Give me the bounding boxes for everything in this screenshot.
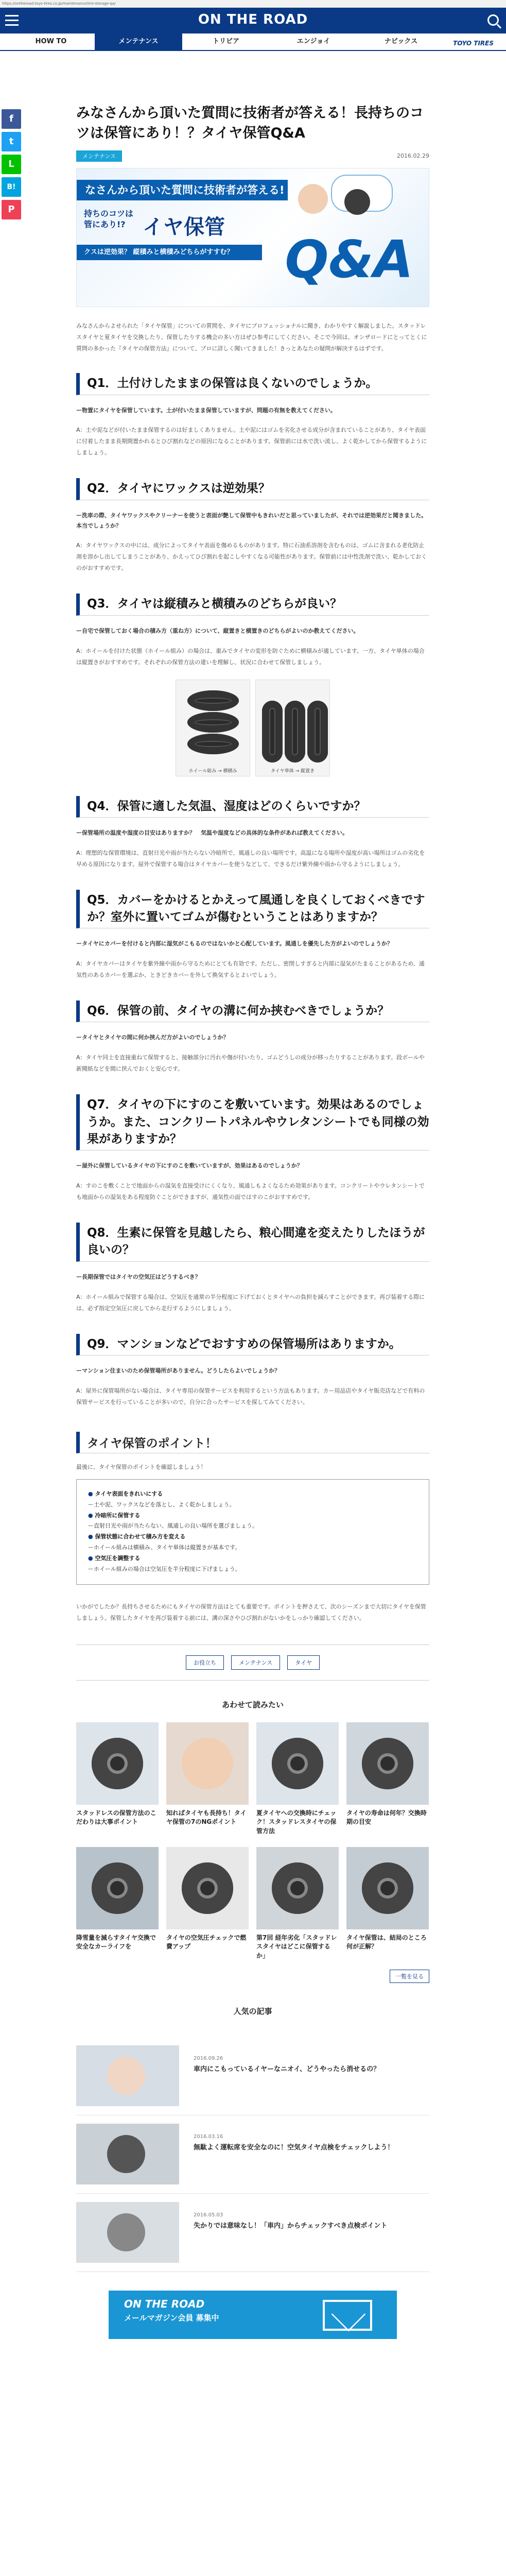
- card-title: 知ればタイヤも長持ち！タイヤ保管の7のNGポイント: [166, 1809, 247, 1826]
- point-title: ● タイヤ表面をきれいにする: [88, 1489, 417, 1500]
- card-title: 降雪量を減らすタイヤ交換で安全なカーライフを: [76, 1934, 156, 1951]
- points-box: [76, 1479, 429, 1585]
- recommended-card[interactable]: [76, 1722, 159, 1836]
- question-detail: ー保管場所の温度や湿度の目安はありますか？ 気温や湿度などの具体的な条件があれば教えてください。: [76, 829, 348, 836]
- tab-navics[interactable]: ナビックス: [384, 38, 418, 45]
- newsletter-subtitle: メールマガジン会員 募集中: [124, 2313, 219, 2323]
- card-image: [256, 1847, 339, 1929]
- recommended-card[interactable]: [256, 1847, 339, 1960]
- point-title: ● 冷暗所に保管する: [88, 1511, 417, 1521]
- hatena-share-icon[interactable]: B!: [2, 177, 21, 197]
- hero-line1: なさんから頂いた質問に技術者が答える!: [77, 180, 288, 200]
- ranking-thumb: [76, 2045, 179, 2106]
- card-title: スタッドレスの保管方法のこだわりは大事ポイント: [76, 1809, 156, 1826]
- horizontal-stack-image: [176, 680, 250, 776]
- answer-text: A：タイヤワックスの中には、成分によってタイヤ表面を傷めるものがあります。特に石油系溶剤を含むものは、ゴムに含まれる老化防止剤を溶かし出してしまうことがあり、かえってひび割れを起こしやすくなる可能性があります。保管前には中性洗剤で洗い、乾かしておくのがおすすめです。: [76, 542, 427, 572]
- recommended-heading: あわせて読みたい: [221, 1700, 284, 1709]
- card-image: [346, 1847, 429, 1929]
- card-title: タイヤの空気圧チェックで燃費アップ: [166, 1934, 247, 1951]
- point-title: ● 保管状態に合わせて積み方を変える: [88, 1532, 417, 1543]
- twitter-share-icon[interactable]: t: [2, 132, 21, 151]
- card-image: [166, 1722, 249, 1805]
- qa-section-9: [76, 1334, 429, 1408]
- tire-stacking-image: [176, 680, 330, 776]
- qa-section-6: [76, 1001, 429, 1075]
- answer-text: A：屋外に保管場所がない場合は、タイヤ専用の保管サービスを利用するという方法もあります。カー用品店やタイヤ販売店などで有料の保管サービスを行っていることが多いので、自分に合ったサービスを探してみてください。: [76, 1387, 425, 1405]
- card-image: [76, 1847, 159, 1929]
- point-title: ● 空気圧を調整する: [88, 1553, 417, 1564]
- hero-line4: クスは逆効果？ 縦積みと横積みどちらがすすむ？: [77, 245, 262, 260]
- answer-text: A：タイヤ同士を直接重ねて保管すると、接触部分に汚れや傷が付いたり、ゴムどうしの成分が移ったりすることがあります。段ボールや新聞紙などを間に挟んでおくと安心です。: [76, 1054, 425, 1073]
- url-text: https://ontheroad.toyo-tires.co.jp/maintenance/tire-storage-qa/: [2, 2, 116, 6]
- answer-text: A：土や泥などが付いたまま保管するのは好ましくありません。土や泥にはゴムを劣化させる成分が含まれていることがあり、タイヤ表面に付着したまま長期間置かれるとひび割れなどの原因になることがあります。保管前には水で洗い流し、よく乾かしてから保管するようにしましょう。: [76, 427, 427, 456]
- tab-trivia[interactable]: トリビア: [212, 38, 239, 45]
- more-link-row: [76, 1970, 429, 1983]
- tab-howto[interactable]: HOW TO: [35, 38, 67, 45]
- ranking-title: 車内にこもっているイヤーなニオイ、どうやったら消せるの？: [194, 2065, 380, 2074]
- question-heading: Q5．カバーをかけるとかえって風通しを良くしておくべきですか？室外に置いてゴムが傷むということはありますか？: [76, 890, 429, 929]
- question-detail: ー長期保管ではタイヤの空気圧はどうするべき？: [76, 1273, 201, 1280]
- qa-section-8: [76, 1223, 429, 1314]
- question-heading: Q8．生素に保管を見越したら、粮心間違を変えたりしたほうが良いの？: [76, 1223, 429, 1262]
- image-caption: ホイール組み → 横積み: [188, 768, 237, 774]
- person-icon: [298, 184, 328, 214]
- question-heading: Q7．タイヤの下にすのこを敷いています。効果はあるのでしょうか。また、コンクリートパネルやウレタンシートでも同様の効果がありますか？: [76, 1094, 429, 1150]
- point-text: ー直射日光や雨が当たらない、風通しの良い場所を選びましょう。: [88, 1522, 258, 1530]
- qa-section-5: [76, 890, 429, 981]
- answer-text: A：ホイールを付けた状態（ホイール組み）の場合は、重みでタイヤの変形を防ぐために横積みが適しています。一方、タイヤ単体の場合は縦置きがおすすめです。それぞれの保管方法の違いを理解し、状況に合わせて保管しましょう。: [76, 647, 425, 666]
- card-title: 夏タイヤへの交換時にチェック！スタッドレスタイヤの保管方法: [256, 1809, 337, 1835]
- point-text: ーホイール組みの場合は空気圧を半分程度に下げましょう。: [88, 1565, 241, 1572]
- ranking-title: 失かりでは意味なし！「車内」からチェックすべき点検ポイント: [194, 2222, 388, 2230]
- hero-image: [76, 168, 429, 307]
- ranking-item[interactable]: [76, 2115, 429, 2194]
- question-detail: ーマンション住まいのため保管場所がありません。どうしたらよいでしょうか？: [76, 1367, 281, 1374]
- site-header: [0, 8, 506, 33]
- answer-text: A：すのこを敷くことで地面からの湿気を直接受けにくくなり、風通しもよくなるため効果があります。コンクリートやウレタンシートでも地面からの湿気をある程度防ぐことができますが、通気性の面ではすのこがおすすめです。: [76, 1182, 425, 1201]
- main-nav: [0, 33, 506, 51]
- share-buttons: [2, 109, 21, 223]
- tag-link[interactable]: タイヤ: [287, 1655, 320, 1670]
- newsletter-title: ON THE ROAD: [124, 2298, 205, 2311]
- point-text: ー土や泥、ワックスなどを落とし、よく乾かしましょう。: [88, 1501, 235, 1508]
- qa-section-7: [76, 1094, 429, 1203]
- question-detail: ータイヤにカバーを付けると内部に湿気がこもるのではないかと心配しています。風通しを優先した方がよいのでしょうか？: [76, 940, 393, 947]
- question-heading: Q3．タイヤは縦積みと横積みのどちらが良い？: [76, 594, 429, 615]
- qa-section-3: [76, 594, 429, 776]
- tab-maintenance[interactable]: メンテナンス: [95, 33, 182, 50]
- question-detail: ー洗車の際、タイヤワックスやクリーナーを使うと表面が艶して保管中もきれいだと思っていましたが、それでは逆効果だと聞きました。本当でしょうか？: [76, 512, 427, 529]
- question-detail: ー屋外に保管しているタイヤの下にすのこを敷いていますが、効果はあるのでしょうか？: [76, 1162, 303, 1170]
- card-image: [76, 1722, 159, 1805]
- point-text: ーホイール組みは横積み、タイヤ単体は縦置きが基本です。: [88, 1544, 241, 1551]
- ranking-item[interactable]: [76, 2037, 429, 2115]
- recommended-card[interactable]: [256, 1722, 339, 1836]
- line-share-icon[interactable]: L: [2, 155, 21, 174]
- vertical-stack-image: [255, 680, 330, 776]
- question-detail: ータイヤとタイヤの間に何か挟んだ方がよいのでしょうか？: [76, 1034, 229, 1041]
- card-title: タイヤ保管は、結局のところ何が正解？: [346, 1934, 427, 1951]
- ranking-date: 2016.09.26: [194, 2056, 223, 2062]
- qa-section-4: [76, 796, 429, 870]
- browser-url-bar[interactable]: [0, 0, 506, 8]
- recommended-card[interactable]: [346, 1722, 429, 1836]
- answer-text: A：ホイール組みで保管する場合は、空気圧を通常の半分程度に下げておくとタイヤへの負担を減らすことができます。再び装着する際には、必ず指定空気圧に戻してから走行するようにしましょう。: [76, 1293, 425, 1312]
- ranking-list: [76, 2037, 429, 2272]
- recommended-grid: [76, 1722, 429, 1960]
- card-title: タイヤの寿命は何年？交換時期の目安: [346, 1809, 427, 1826]
- question-detail: ー物置にタイヤを保管しています。土が付いたまま保管していますが、問題の有無を教えてください。: [76, 406, 336, 414]
- points-lead: 最後に、タイヤ保管のポイントを確認しましょう！: [76, 1463, 206, 1470]
- person-icon: [344, 189, 370, 215]
- ranking-date: 2016.03.16: [194, 2134, 223, 2140]
- article-meta: [76, 150, 429, 162]
- tab-enjoy[interactable]: エンジョイ: [296, 38, 330, 45]
- ranking-thumb: [76, 2202, 179, 2263]
- question-heading: Q9．マンションなどでおすすめの保管場所はありますか。: [76, 1334, 429, 1355]
- question-detail: ー自宅で保管しておく場合の積み方（重ね方）について、縦置きと横置きのどちらがよいのか教えてください。: [76, 627, 359, 634]
- article-title: みなさんから頂いた質問に技術者が答える！長持ちのコツは保管にあり！？タイヤ保管Q&A: [76, 105, 424, 142]
- menu-icon[interactable]: [5, 15, 19, 26]
- ranking-thumb: [76, 2124, 179, 2184]
- intro-text: みなさんからよせられた「タイヤ保管」についての質問を、タイヤにプロフェッショナルに聞き、わかりやすく解説しました。スタッドレスタイヤと夏タイヤを交換したり、保管したりする機会の多い方はぜひ参考にしてください。そこで今回は、オンザロードにとってとくに質問の多かった『タイヤの保管方法』について、プロに詳しく聞いてきました！きっとあなたの疑問が解決するはずです。: [76, 323, 427, 352]
- answer-text: A：理想的な保管環境は、直射日光や雨が当たらない冷暗所で、風通しの良い場所です。高温になる場所や湿度が高い場所はゴムの劣化を早める原因になります。屋外で保管する場合はタイヤカバーを使うなどして、できるだけ紫外線や雨から守るようにしましょう。: [76, 849, 425, 868]
- more-button[interactable]: 一覧を見る: [390, 1970, 429, 1983]
- tag-link[interactable]: メンテナンス: [231, 1655, 280, 1670]
- summary-text: いかがでしたか？長持ちさせるためにもタイヤの保管方法はとても重要です。ポイントを押さえて、次のシーズンまで大切にタイヤを保管しましょう。保管したタイヤを再び装着する前には、溝の深さやひび割れがないかをしっかり確認してください。: [76, 1603, 426, 1621]
- site-logo[interactable]: ON THE ROAD: [198, 12, 308, 27]
- ranking-date: 2016.05.03: [194, 2212, 223, 2218]
- search-icon[interactable]: [487, 14, 499, 26]
- card-image: [166, 1847, 249, 1929]
- answer-text: A：タイヤカバーはタイヤを紫外線や雨から守るためにとても有効です。ただし、密閉しすぎると内部に湿気がたまることがあるため、通気性のあるカバーを選ぶか、ときどきカバーを外して換気するとよいでしょう。: [76, 960, 425, 979]
- article: [76, 103, 429, 2339]
- question-heading: Q4．保管に適した気温、湿度はどのくらいですか？: [76, 796, 429, 818]
- question-heading: Q1．土付けしたままの保管は良くないのでしょうか。: [76, 373, 429, 395]
- ranking-title: 無駄よく運転席を安全なのに！空気タイヤ点検をチェックしよう！: [194, 2144, 394, 2152]
- recommended-card[interactable]: [166, 1847, 249, 1960]
- qa-section-1: [76, 373, 429, 459]
- tag-link[interactable]: お役立ち: [186, 1655, 224, 1670]
- tag-list: [76, 1645, 429, 1681]
- question-heading: Q6．保管の前、タイヤの溝に何か挟むべきでしょうか？: [76, 1001, 429, 1022]
- newsletter-banner[interactable]: [109, 2291, 397, 2339]
- card-image: [256, 1722, 339, 1805]
- article-date: 2016.02.29: [397, 152, 429, 160]
- hero-line3: イヤ保管: [143, 215, 225, 240]
- recommended-card[interactable]: [76, 1847, 159, 1960]
- recommended-card[interactable]: [346, 1847, 429, 1960]
- points-heading: タイヤ保管のポイント！: [76, 1432, 429, 1453]
- mail-icon: [323, 2300, 372, 2331]
- ranking-item[interactable]: [76, 2194, 429, 2272]
- qa-section-2: [76, 478, 429, 574]
- image-caption: タイヤ単体 → 縦置き: [270, 768, 315, 774]
- pocket-share-icon[interactable]: P: [2, 200, 21, 219]
- facebook-share-icon[interactable]: f: [2, 109, 21, 129]
- card-image: [346, 1722, 429, 1805]
- hero-line2: 持ちのコツは 管にあり!?: [84, 209, 134, 230]
- ranking-heading: 人気の記事: [233, 2007, 272, 2016]
- card-title: 第7回 経年劣化「スタッドレスタイヤはどこに保管するか」: [256, 1934, 337, 1959]
- category-badge[interactable]: メンテナンス: [76, 150, 122, 162]
- question-heading: Q2．タイヤにワックスは逆効果？: [76, 478, 429, 500]
- hero-qa: Q&A: [285, 229, 413, 290]
- recommended-card[interactable]: [166, 1722, 249, 1836]
- brand-label: TOYO TIRES: [453, 40, 494, 47]
